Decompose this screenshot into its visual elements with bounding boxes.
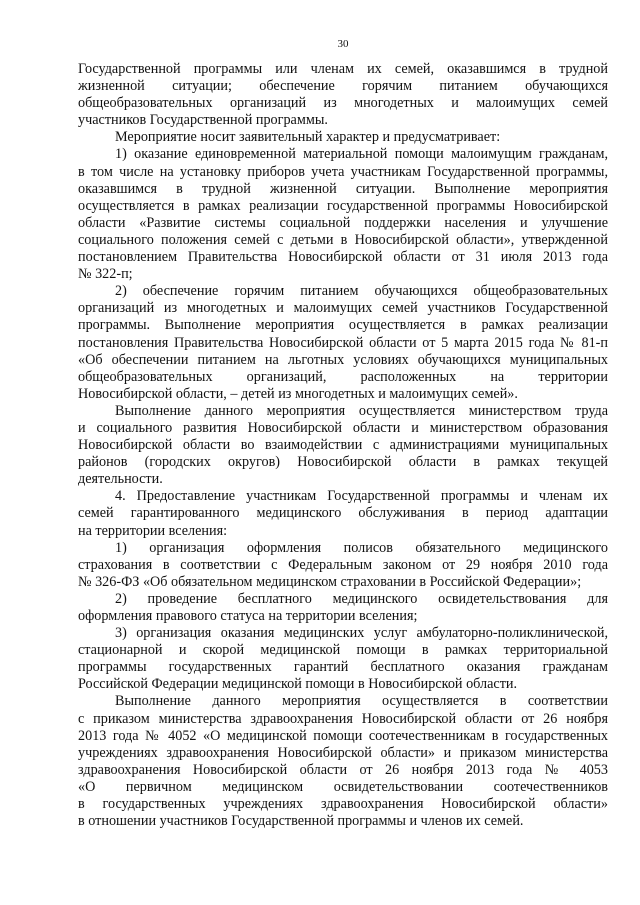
- text-line: семей гарантированного медицинского обслуживания в период адаптации: [78, 505, 608, 522]
- text-line: программы государственных гарантий бесплатного оказания гражданам: [78, 659, 608, 676]
- text-line: на территории вселения:: [78, 522, 228, 539]
- text-line: Новосибирской области, – детей из многодетных и малоимущих семей».: [78, 385, 518, 402]
- text-line: и социального развития Новосибирской области и министерством образования: [78, 419, 608, 436]
- text-line: постановлением Правительства Новосибирской области от 31 июля 2013 года: [78, 249, 608, 266]
- text-line: организаций из многодетных и малоимущих семей участников Государственной: [78, 300, 608, 317]
- text-line: общеобразовательных организаций, расположенных на территории: [78, 368, 608, 385]
- text-line: № 326-ФЗ «Об обязательном медицинском страховании в Российской Федерации»;: [78, 573, 582, 590]
- text-line: жизненной ситуации; обеспечение горячим питанием обучающихся: [78, 78, 608, 95]
- text-line: программы. Выполнение мероприятия осуществляется в рамках реализации: [78, 317, 608, 334]
- text-line: участников Государственной программы.: [78, 112, 328, 129]
- text-line: «Об обеспечении питанием на льготных условиях обучающихся муниципальных: [78, 351, 608, 368]
- text-line: Выполнение данного мероприятия осуществляется министерством труда: [115, 402, 608, 419]
- text-line: оформления правового статуса на территории вселения;: [78, 608, 418, 624]
- text-line: 3) организация оказания медицинских услуг амбулаторно-поликлинической,: [115, 625, 608, 642]
- paragraph-10: [78, 693, 608, 830]
- text-line: 1) организация оформления полисов обязательного медицинского: [115, 539, 608, 556]
- document-body: [78, 61, 608, 830]
- text-line: 2) обеспечение горячим питанием обучающихся общеобразовательных: [115, 283, 608, 300]
- text-line: Выполнение данного мероприятия осуществляется в соответствии: [115, 693, 608, 710]
- text-line: № 322-п;: [78, 266, 133, 283]
- text-line: социального положения семей с детьми в Новосибирской области», утвержденной: [78, 231, 608, 248]
- text-line: «О первичном медицинском освидетельствовании соотечественников: [78, 778, 608, 795]
- text-line: в отношении участников Государственной программы и членов их семей.: [78, 813, 524, 830]
- paragraph-9: [78, 625, 608, 693]
- text-line: с приказом министерства здравоохранения Новосибирской области от 26 ноября: [78, 710, 608, 727]
- page-number: 30: [337, 38, 349, 50]
- paragraph-6: [78, 488, 608, 539]
- text-line: здравоохранения Новосибирской области от 26 ноября 2013 года № 4053: [78, 761, 608, 778]
- paragraph-3: [78, 146, 608, 283]
- text-line: стационарной и скорой медицинской помощи в рамках территориальной: [78, 642, 608, 659]
- text-line: постановления Правительства Новосибирской области от 5 марта 2015 года № 81-п: [78, 334, 608, 351]
- text-line: оказавшимся в трудной жизненной ситуации. Выполнение мероприятия: [78, 180, 608, 197]
- paragraph-1: [78, 61, 608, 129]
- text-line: 2) проведение бесплатного медицинского освидетельствования для: [115, 590, 608, 607]
- text-line: осуществляется в рамках реализации государственной программы Новосибирской: [78, 197, 608, 214]
- paragraph-7: [78, 540, 608, 591]
- text-line: учреждениях здравоохранения Новосибирской области» и приказом министерства: [78, 744, 608, 761]
- text-line: районов (городских округов) Новосибирской области в рамках текущей: [78, 454, 608, 471]
- text-line: области «Развитие системы социальной поддержки населения и улучшение: [78, 214, 608, 231]
- text-line: Государственной программы или членам их семей, оказавшимся в трудной: [78, 61, 608, 77]
- text-line: в государственных учреждениях здравоохранения Новосибирской области»: [78, 796, 608, 813]
- text-line: страхования в соответствии с Федеральным законом от 29 ноября 2010 года: [78, 556, 608, 573]
- text-line: 4. Предоставление участникам Государственной программы и членам их: [115, 488, 608, 505]
- text-line: 1) оказание единовременной материальной помощи малоимущим гражданам,: [115, 146, 608, 163]
- text-line: Новосибирской области во взаимодействии с администрациями муниципальных: [78, 437, 608, 454]
- text-line: Российской Федерации медицинской помощи в Новосибирской области.: [78, 676, 518, 693]
- text-line: в том числе на установку приборов учета участникам Государственной программы,: [78, 163, 608, 180]
- text-line: деятельности.: [78, 471, 163, 488]
- text-line: общеобразовательных организаций из многодетных и малоимущих семей: [78, 95, 608, 112]
- paragraph-4: [78, 283, 608, 403]
- paragraph-8: [78, 591, 608, 625]
- paragraph-5: [78, 403, 608, 488]
- paragraph-2: [78, 129, 608, 146]
- text-line: 2013 года № 4052 «О медицинской помощи соотечественникам в государственных: [78, 727, 608, 744]
- text-line: Мероприятие носит заявительный характер и предусматривает:: [115, 129, 501, 146]
